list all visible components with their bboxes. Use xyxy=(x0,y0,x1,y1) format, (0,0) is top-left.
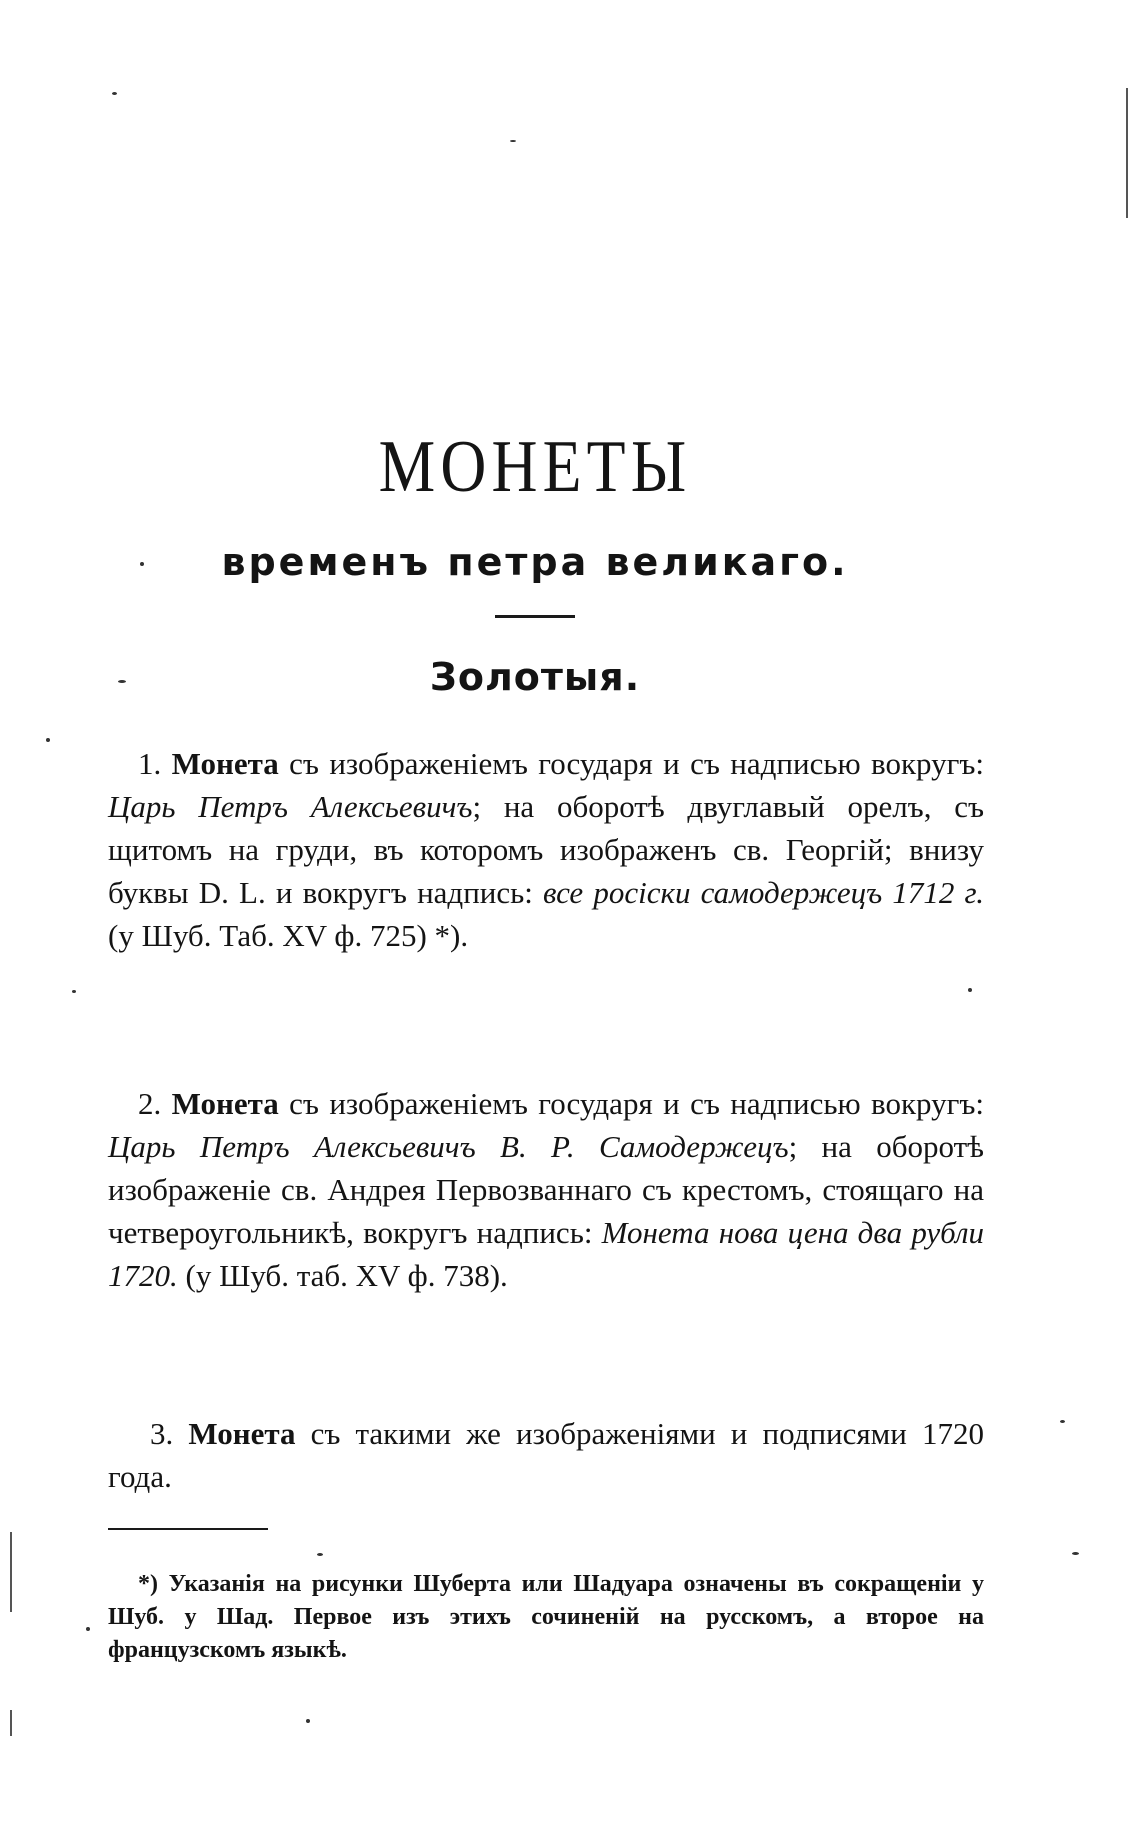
entry-number: 3. xyxy=(150,1416,174,1451)
entry-lead: Монета xyxy=(171,1086,279,1121)
entry-2 xyxy=(108,1082,984,1297)
entry-text: ; на оборотѣ изображеніе св. Андрея Первозваннаго съ крестомъ, стоящаго на четвероугольникѣ, вокругъ надпись: xyxy=(108,1129,984,1250)
scan-speck xyxy=(72,990,76,993)
page-subtitle: временъ петра великаго. xyxy=(221,540,849,584)
entry-number: 2. xyxy=(138,1086,162,1121)
scan-speck xyxy=(1060,1420,1065,1423)
scan-speck xyxy=(968,988,972,992)
scan-speck xyxy=(306,1719,310,1723)
footnote: *) Указанія на рисунки Шуберта или Шадуара означены въ сокращеніи у Шуб. у Шад. Первое изъ этихъ сочиненій на русскомъ, а второе на французскомъ языкѣ. xyxy=(108,1571,984,1663)
scan-speck xyxy=(140,562,144,566)
scan-edge-mark xyxy=(1126,88,1128,218)
entry-inscription: все росіски самодержецъ 1712 г. xyxy=(543,875,984,910)
scan-edge-mark xyxy=(10,1710,12,1736)
scan-speck xyxy=(1072,1552,1079,1555)
scan-speck xyxy=(510,140,516,142)
entry-text: съ изображеніемъ государя и съ надписью вокругъ: xyxy=(278,746,984,781)
scan-speck xyxy=(46,738,50,742)
scan-speck xyxy=(112,92,117,95)
entry-inscription: Монета нова цена два рубли 1720. xyxy=(108,1215,985,1293)
scan-edge-mark xyxy=(10,1532,12,1612)
entry-reference: (у Шуб. таб. XV ф. 738). xyxy=(177,1258,508,1293)
entry-inscription: Царь Петръ Алексьевичъ В. Р. Самодержецъ xyxy=(108,1129,789,1164)
scan-speck xyxy=(86,1627,90,1631)
entry-text: ; на оборотѣ двуглавый орелъ, съ щитомъ на груди, въ которомъ изображенъ св. Георгій; внизу буквы D. L. и вокругъ надпись: xyxy=(108,789,985,910)
entry-inscription: Царь Петръ Алексьевичъ xyxy=(108,789,473,824)
entry-lead: Монета xyxy=(171,746,279,781)
entry-reference: (у Шуб. Таб. XV ф. 725) *). xyxy=(108,918,469,953)
scan-speck xyxy=(118,680,126,683)
footnote-divider xyxy=(108,1528,268,1530)
entry-lead: Монета xyxy=(188,1416,296,1451)
entry-text: съ изображеніемъ государя и съ надписью вокругъ: xyxy=(278,1086,984,1121)
section-heading: Золотыя. xyxy=(429,655,641,699)
entry-number: 1. xyxy=(138,746,162,781)
title-divider xyxy=(495,615,575,618)
entry-3 xyxy=(108,1412,984,1498)
entry-text: съ такими же изображеніями и подписями 1720 года. xyxy=(108,1416,984,1494)
page-title: МОНЕТЫ xyxy=(378,426,692,508)
entry-1 xyxy=(108,742,984,957)
scan-speck xyxy=(317,1553,323,1556)
